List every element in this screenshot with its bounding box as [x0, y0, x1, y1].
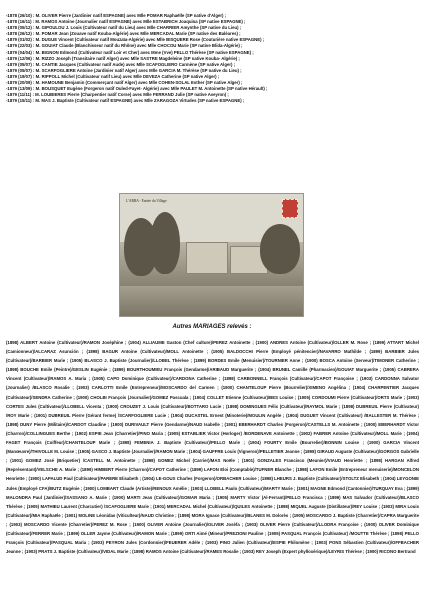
marriage-entry: -1878 (16/11) : M. RAMOS Antoine (Journalier natif ESPAGNE) avec Mlle ESTABRICH Joaquina (SP native ESPAGNE) ; [6, 19, 246, 25]
postcard-tree [260, 224, 300, 274]
marriage-entry: -1879 (04/04) : M. BIGNON Edmond (Cultivateur natif Loir et Cher) avec Mme (Vve) PELLO Thérèse (SP native ESPAGNE) ; [6, 49, 254, 55]
marriage-entry: -1879 (19/07) : M. RIPPOLL Michel (Cultivateur natif Lieu) avec Mlle DEVEZA Catherine (SP native Alger) ; [6, 73, 220, 79]
marriage-entry: -1878 (05/12) : M. GIPOULOU J. Louis (Cultivateur natif du Lieu) avec Mlle CHARRIER Amynthe (SP native du Lieu) ; [6, 25, 242, 31]
marriage-entry: -1879 (12/06) : M. RIZZO Joseph (Transitaire natif Alger) avec Mlle SASTRE Magdeleine (SP native Kouba- Algérie) ; [6, 55, 240, 61]
postage-stamp [282, 199, 298, 218]
section-title: Autres MARIAGES relevés : [172, 324, 252, 330]
marriage-entry: -1879 (22/03) : M. GOUIAT Claude (Blanchisseur natif du Rhône) avec Mlle CHOCOU Marie (SP native Blida-Algérie) ; [6, 43, 243, 49]
other-marriages-paragraph: (1898) ALBERT Antoine (Cultivateur)/RAMON Joséphine ; (1904) ALLIAUME Gaston (Chef culture)/PEREZ Antoinette ; (1900) ANDRES Antoine (Cultivateur)/OLLER M. Rose ; (1899) ATTART Michel (Camionneur)/ALCARAZ Asunción ; (1898) BAGUR Antoine (Cultivateur)/MOLL Antoinette ; (1905) BALDOCCHI Pierre (Employé pénitencier)/NAVARRO Mathilde ; (1899) BARBIER Jules (Cultivateur)/BARBIER Marie ; (1905) BLASCO J. Baptiste (Journalier)/LLOBEL Thérèse ; (1899) BORDES Emile (Menuisier)/TOURNIER Anne ; (1900) BOSCA Antoine (Serveur)/TIMONER Catherine ; (1898) BOUCHE Emile (Peintre)/GESLIN Eugénie ; (1899) BOURTHOUMIEU François (Gendarme)/ARIBAUD Marguerite ; (1904) BRUNEL Camille (Pharmacien)/GOUIAT Marguerite ; (1905) CABRERA Vincent (Cultivateur)/RAMOS A. Maria ; (1905) CAPO Dominique (Cultivateur)/CARDONA Catherine ; (1898) CARBONNELL François (Cultivateur)/CAPOT Françoise ; (1903) CARDONNA Salvator (Journalier) /BLASCO Rosalie ; (1903) CARLOTTI Emile (Entrepreneur)/MOSCARDO del Carmen ; (1900) CHANTELOUP Pierre (Bourrelier)/XIMENO Angélina ; (1904) CHARPENTIER Jacques (Cultivateur)/SENDRA Catherine ; (1900) CHOLBI François (Journalier)/GOMEZ Pascuala ; (1904) COLLET Etienne (Cultivateur)/BES Louise ; (1905) CORDOUMI Pierre (Cultivateur)/ORTS Marie ; (1903) CORTES Jules (Cultivateur)/LLOBELL Vicenta ; (1900) CROUZET J. Louis (Cultivateur)/BOTTARO Lucie ; (1898) DOMINGUES Félix (Cultivateur)/RAYMOL Marie ; (1898) DUBREUIL Pierre (Cultivateur) /ROY Marie ; (1901) DUBREUIL Pierre (Gérant ferme) /SCARFOGLIERE Lucie ; (1904) DUCASTEL Ernest (Minoterie)/MOULIN Angèle ; (1904) DUGUET Vincent (Cultivateur) /BALLESTER M. Thérèse ; (1898) DUNY Pierre (Militaire)/CARDOT Claudine ; (1900) DURIVAULT Pierre (Gendarme)/NAUD Isabelle ; (1901) EBERHARDT Charles (Forgeron)/CASTELLS M. Antoinette ; (1900) EBERHARDT Victor (Charron)/COLLINGUES Berthe ; (1902) ESPIE Jean (Charretier)/PINO Maria ; (1905) ESTABLIER Victor (Horloger) /BORDENAVE Antoinette ; (1902) FABRER Antoine (Cultivateur)/MOLL Marie ; (1904) FAGET François (Coiffeur)/CHANTELOUP Marie ; (1898) FEMENIA J. Baptiste (Cultivateur)/PELLO Marie ; (1904) FOURTY Emile (Bourrelier)/BONNIN Louise ; (1900) GARCIA Vincent (Manœuvre)/THIVOLLE M. Louise ; (1905) GASCO J. Baptiste (Journalier)/RAMON Marie ; (1904) GAUFFRE Louis (Vigneron)/PELLETIER Jeanne ; (1898) GIRAUD Auguste (Cultivateur)/GORGOS Gabrielle ; (1901) GOMEZ José (Briquetier) /CASTELL M. Antoinette ; (1898) GOMEZ Michel (Carrier)/MAS Noële ; (1901) GONZALES Francisco (Meunier)/VIAUD Henriette ; (1898) HARGAN Alfred (Représentant)/VELSCHE A. Marie ; (1899) HIMBERT Pierre (Charron)/CAPOT Catherine ; (1899) LAFON Eloi (Comptable)/TUFNER Blanche ; (1898) LAFON Emile (Entrepreneur menuiserie)/MONCELON Henriette ; (1900) LAPALUD Paul (Cultivateur)/PARERE Elisabeth ; (1904) LE-GOUX Charles (Forgeron)/ORBACHER Louise ; (1898) LHEURS J. Baptiste (Cultivateur)/STOLTZ Elisabeth ; (1904) LEYGONIE Jules (Employé CFA)/BUTZ Eugénie ; (1900) LOMBART Claude (Artiste)/RENOUX Amélie ; (1903) LLOBELL Paulo (Cultivateur)/MARTY Marie ; (1901) MAGNE Edmond (Cantonnier)/TURQUAY Eva ; (1899) MALONDRA Paul (Jardinier)/SASSANO A. Marie ; (1900) MARTI Jean (Cultivateur)/GOMAR Maria ; (1905) MARTY Victor (Al-Ferrant)/PELLO Francisca ; (1899) MAS Salvador (Cultivateur)/BLASCO Thérèse ; (1905) MATHIEU Laurent (Charcutier) /SCAFOGLIERE Marie ; (1901) MERCADAL Michel (Cultivateur)/QUILES Antoinette ; (1898) MIQUEL Auguste (Distillateur)/REY Louise ; (1903) MIRA Louis (Cultivateur)/MIA Raphaële ; (1901) MOLINE Léonidas (Viticulteur)/NAUD Christine ; (1898) MORA Ignace (Cultivateur)/BLANES M. Dolorès ; (1905) MOSCARDO J. Baptiste (Charretier)/CAPRA Marguerite ; (1903) MOSCARDO Vicente (Charretier)/PEREZ M. Rose ; (1900) OLIVER Antoine (Journalier)/OLIVER Josèfa ; (1903) OLIVER Pierre (Cultivateur)/LLODRA Françoise ; (1900) OLIVER Dominique (Cultivateur)/FERRER Marie ; (1899) OLLER Jayme (Cultivateur)/RAMON Marie ; (1899) ORTI Aimé (Mineur)/PREZIONI Pauline ; (1905) PASQUAL François (Cultivateur) /MOUTTE Thérèse ; (1898) PELLO François (Cultivateur)/PASQUAL Maria ; (1903) PEYRON Jules (Cordonnier)/FEUERER Adèle ; (1903) PINO Julien (Cultivateur)/ESPIE Philomène ; (1903) PONS Sébastien (Cultivateur)/OFFBACHER Jeanne ; (1903) PRATS J. Baptiste (Cultivateur)/VIDAL Marie ; (1898) RAMOS Antoine (Cultivateur)/RAMES Rosalie ; (1903) REY Joseph (Expert phylloxérique)/LEYRIS Thérèse ; (1900) RICONO Bertrand [6, 340, 419, 555]
marriage-entry: -1878 (26/10) : M. OLIVER Pierre (Jardinier natif ESPAGNE) avec Mlle POMAR Raphaëlle (SP native d'Alger) ; [6, 13, 227, 18]
marriage-entry: -1879 (15/11) : M. MAS J. Baptiste (Cultivateur natif ESPAGNE) avec Mlle ZARAGOZA Virtudes (SP native ESPAGNE) ; [6, 98, 245, 104]
marriage-entry: -1879 (13/09) : M. BOUSQUET Eugène (Forgeron natif Ouled-Fayet- Algérie) avec Mlle PAULET M. Antoinette (SP native Hérault) ; [6, 86, 268, 92]
marriage-entry: -1879 (05/07) : M. CANTIE Jacques (Cultivateur natif Aude) avec Mlle SCAFOGLIERO Carmène (SP native Alger) ; [6, 61, 236, 67]
postcard-tree [150, 212, 180, 274]
marriage-entry: -1879 (20/09) : M. HAMOUNE Benjamin (Commerçant natif Alger) avec Mlle COHEN-SOLAL Esther (SP native Alger) ; [6, 80, 243, 86]
marriage-entry: -1879 (05/07) : M. SCARFOGLIERE Antoine (Jardinier natif Alger) avec Mlle GARCIA M. Thérèse (SP native du Lieu) ; [6, 67, 242, 73]
postcard-road [120, 286, 303, 316]
postcard-house [186, 242, 228, 274]
marriage-entry: -1879 (11/11) : M. LOUBIERES Pierre (Charpentier natif Corse) avec Mlle FERRAND Julie (SP native Aveyron) ; [6, 92, 229, 98]
marriage-entry: -1879 (01/02) : M. DUGUE Vincent (Cultivateur natif Mouzaïa-Algérie) avec Mlle BISQUERE Rose (Couturière native ESPAGNE) ; [6, 37, 265, 43]
marriage-entry: -1878 (26/12) : M. POMAR Jean (Zouave natif Kouba-Algérie) avec Mlle MERCADAL Marie (SP native des Baléares) ; [6, 31, 241, 37]
marriage-list [6, 13, 420, 104]
postcard-caption: L'ARBA - Entrée du Village [126, 199, 167, 203]
village-postcard-photo [119, 193, 304, 317]
